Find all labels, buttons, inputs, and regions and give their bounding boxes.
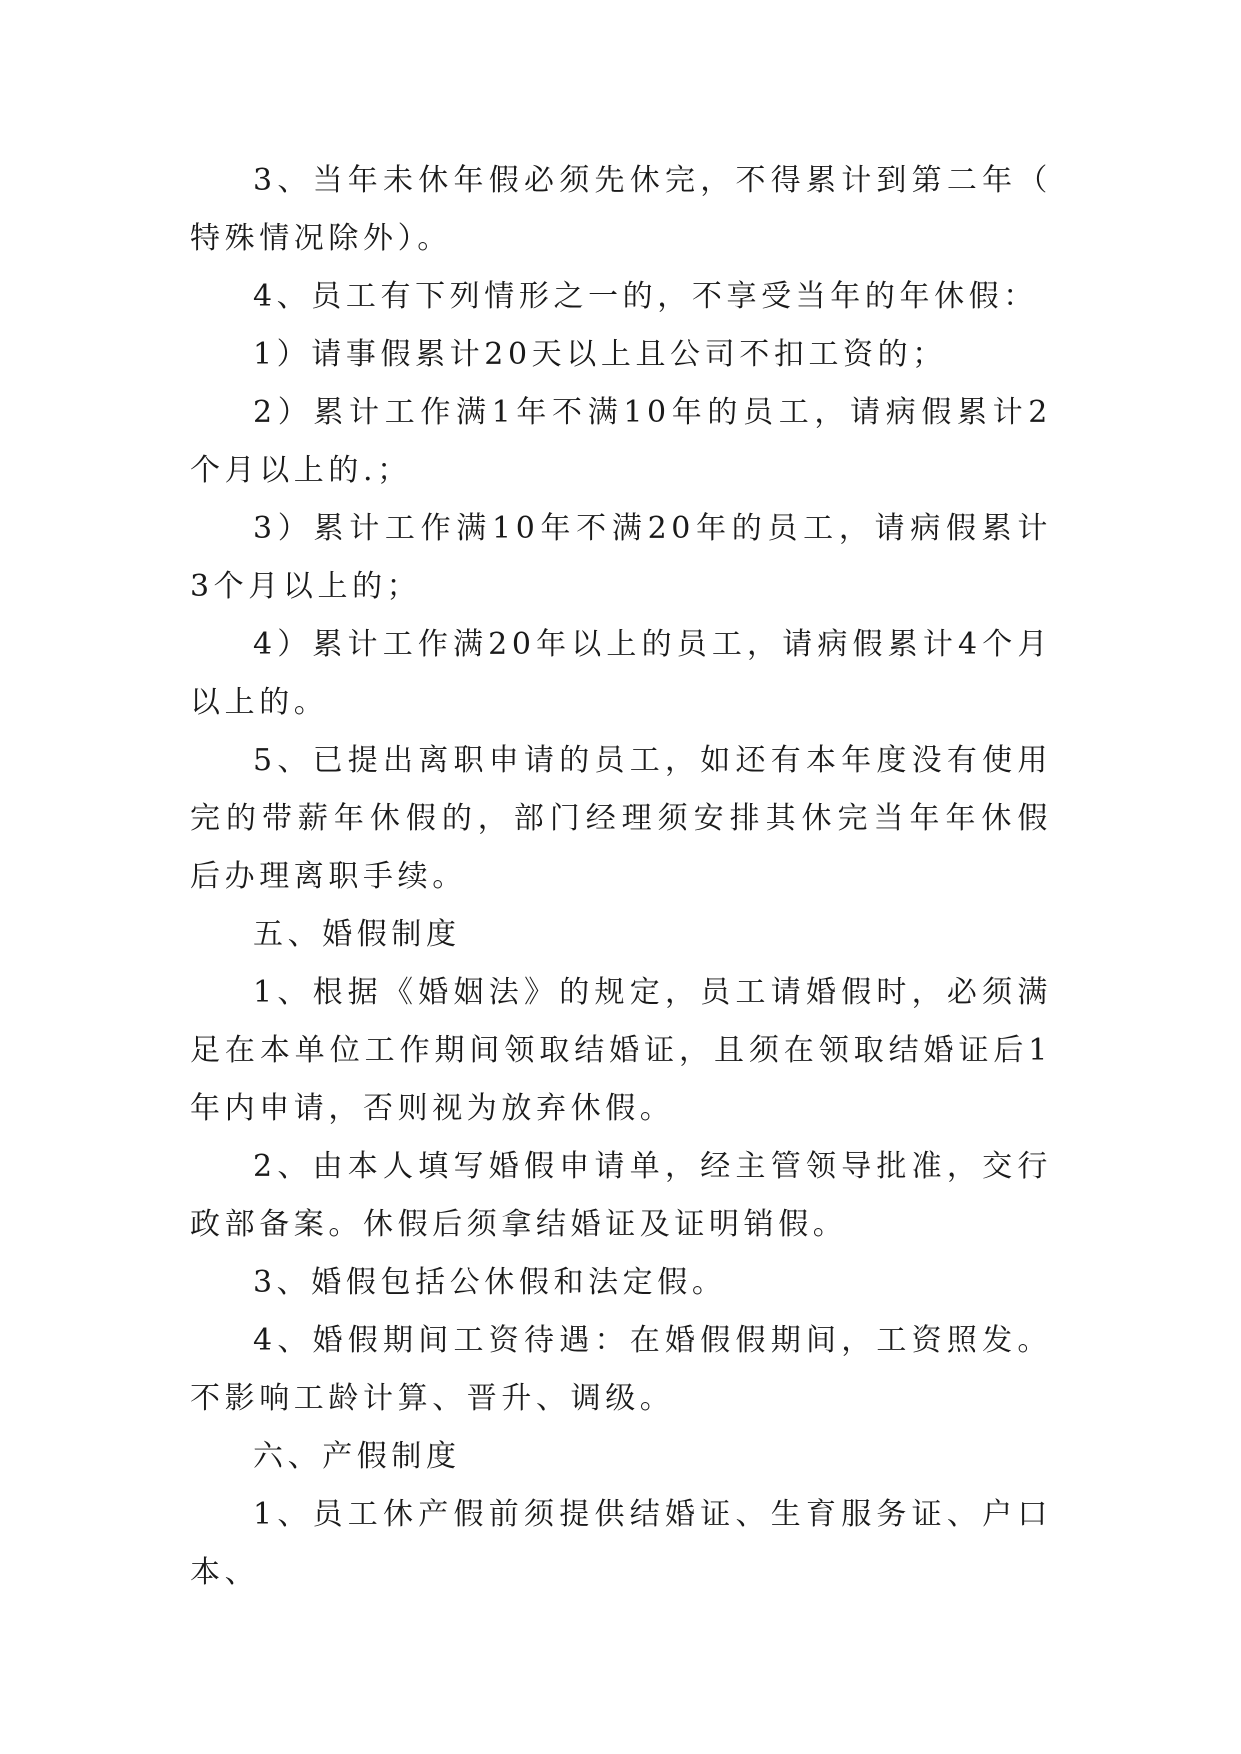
paragraph-annual-leave-3: 3、当年未休年假必须先休完，不得累计到第二年（特殊情况除外）。 — [190, 163, 1052, 256]
paragraph-marriage-leave-3: 3、婚假包括公休假和法定假。 — [253, 1265, 727, 1300]
paragraph-annual-leave-4: 4、员工有下列情形之一的，不享受当年的年休假： — [253, 279, 1038, 314]
paragraph-condition-3: 3）累计工作满10年不满20年的员工，请病假累计3个月以上的； — [190, 511, 1052, 604]
section-heading-maternity-leave: 六、产假制度 — [253, 1439, 461, 1474]
paragraph-marriage-leave-1: 1、根据《婚姻法》的规定，员工请婚假时，必须满足在本单位工作期间领取结婚证，且须在领取结婚证后1年内申请，否则视为放弃休假。 — [190, 975, 1052, 1126]
paragraph-annual-leave-5: 5、已提出离职申请的员工，如还有本年度没有使用完的带薪年休假的，部门经理须安排其休完当年年休假后办理离职手续。 — [190, 743, 1052, 894]
paragraph-marriage-leave-2: 2、由本人填写婚假申请单，经主管领导批准，交行政部备案。休假后须拿结婚证及证明销假。 — [190, 1149, 1052, 1242]
paragraph-maternity-leave-1: 1、员工休产假前须提供结婚证、生育服务证、户口本、 — [190, 1497, 1052, 1590]
section-heading-marriage-leave: 五、婚假制度 — [253, 917, 461, 952]
paragraph-condition-2: 2）累计工作满1年不满10年的员工，请病假累计2个月以上的.； — [190, 395, 1052, 488]
document-body — [190, 152, 1052, 1602]
paragraph-condition-1: 1）请事假累计20天以上且公司不扣工资的； — [253, 337, 947, 372]
paragraph-condition-4: 4）累计工作满20年以上的员工，请病假累计4个月以上的。 — [190, 627, 1052, 720]
paragraph-marriage-leave-4: 4、婚假期间工资待遇：在婚假假期间，工资照发。不影响工龄计算、晋升、调级。 — [190, 1323, 1052, 1416]
